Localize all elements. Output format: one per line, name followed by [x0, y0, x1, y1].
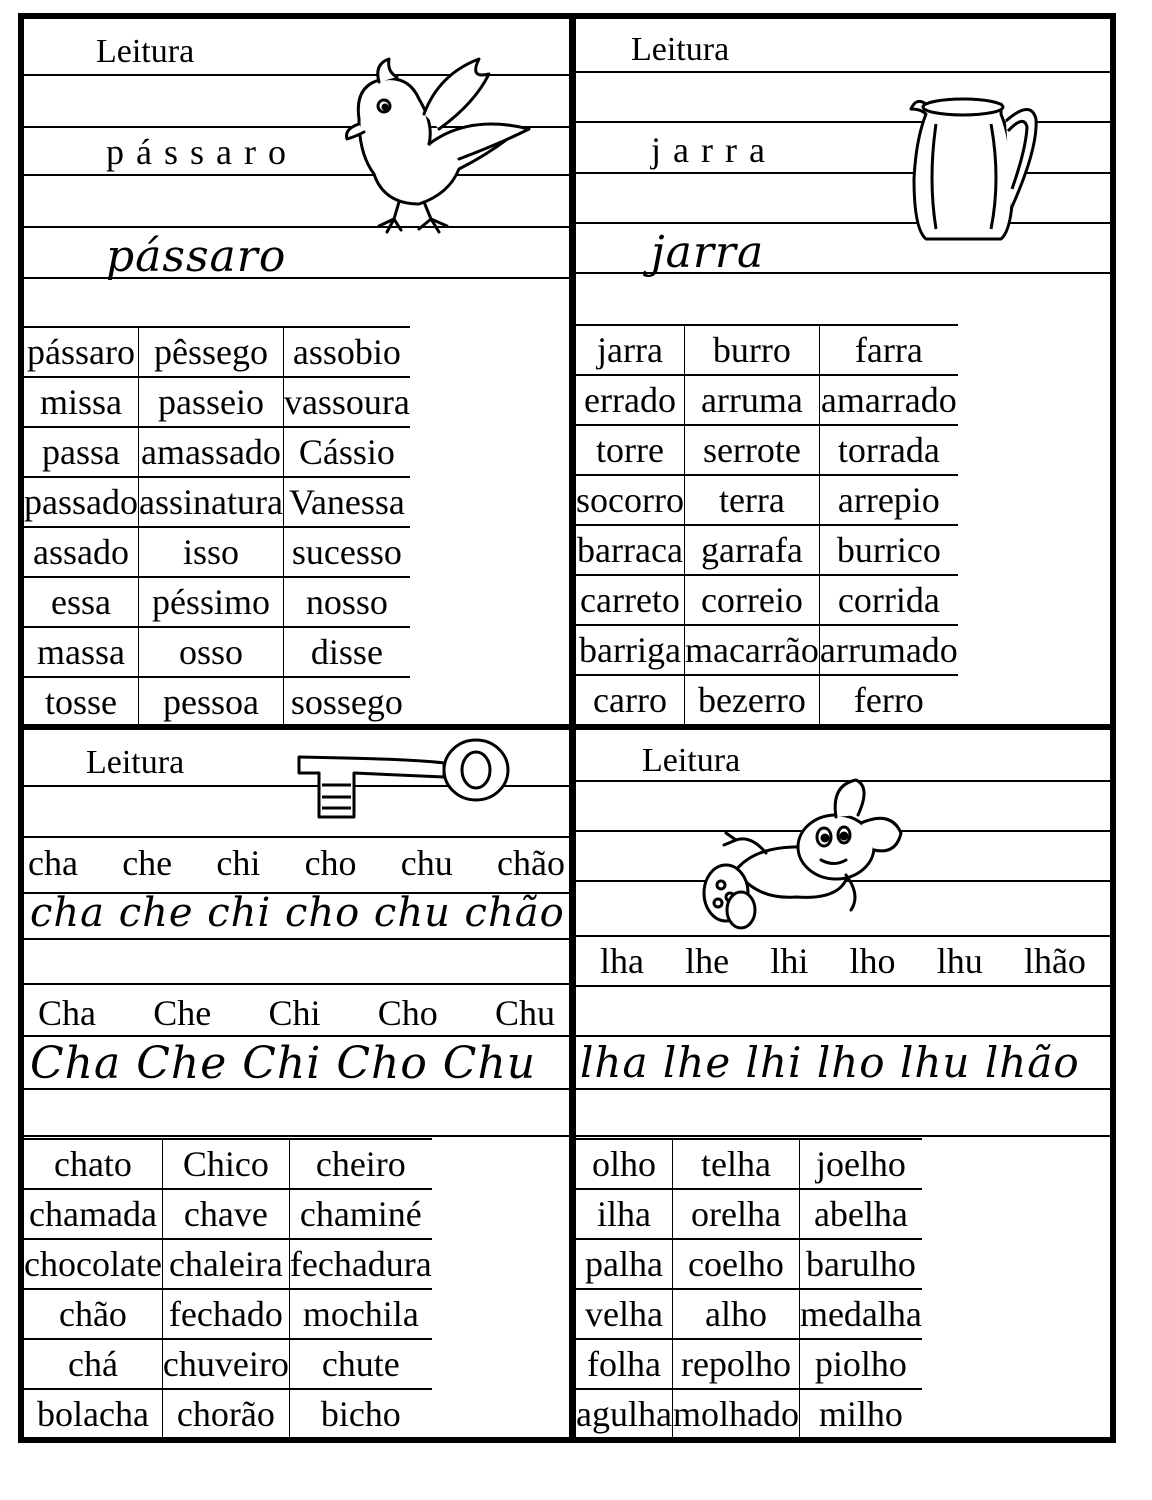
syllable: lhe [685, 941, 730, 981]
word-cell: arruma [684, 375, 819, 425]
word-cell: farra [819, 325, 957, 375]
word-cell: chorão [162, 1389, 289, 1437]
word-cell: medalha [799, 1289, 921, 1339]
word-cell: missa [24, 377, 138, 427]
table-row [576, 475, 958, 525]
word-cell: péssimo [138, 577, 283, 627]
table-row [24, 1289, 432, 1339]
word-cell: jarra [576, 325, 684, 375]
word-cell: socorro [576, 475, 684, 525]
word-cell: passeio [138, 377, 283, 427]
word-cell: olho [576, 1139, 672, 1189]
syllable: Chi [268, 993, 321, 1033]
word-cell: osso [138, 627, 283, 677]
rabbit-icon [696, 775, 906, 935]
word-cell: mochila [289, 1289, 431, 1339]
jug-icon [906, 89, 1046, 249]
word-cell: correio [684, 575, 819, 625]
word-cell: barulho [799, 1239, 921, 1289]
table-row [24, 1139, 432, 1189]
table-row [24, 427, 410, 477]
table-row [24, 1339, 432, 1389]
panel-title: Leitura [86, 744, 185, 781]
cursive-caps-syllables: Cha Che Chi Cho Chu [30, 1038, 537, 1089]
word-cell: corrida [819, 575, 957, 625]
word-grid [576, 1138, 922, 1437]
word-cell: arrepio [819, 475, 957, 525]
panel-title: Leitura [642, 742, 741, 779]
table-row [576, 1339, 922, 1389]
table-row [576, 1289, 922, 1339]
word-cell: Cássio [283, 427, 409, 477]
panel-title: Leitura [96, 33, 195, 70]
cursive-syllables: cha che chi cho chu chão [30, 890, 565, 936]
key-icon [294, 735, 514, 825]
syllable: lhão [1023, 941, 1086, 981]
word-cell: folha [576, 1339, 672, 1389]
panel-coelho [576, 730, 1110, 1437]
panel-passaro [24, 19, 569, 724]
word-cell: chá [24, 1339, 162, 1389]
word-cell: alho [672, 1289, 799, 1339]
word-cell: palha [576, 1239, 672, 1289]
syllable: cha [28, 843, 78, 883]
word-cell: fechadura [289, 1239, 431, 1289]
word-cell: bicho [289, 1389, 431, 1437]
word-cell: vassoura [283, 377, 409, 427]
table-row [576, 525, 958, 575]
word-cell: assado [24, 527, 138, 577]
word-cell: nosso [283, 577, 409, 627]
table-row [24, 327, 410, 377]
bird-icon [339, 44, 539, 234]
word-cell: agulha [576, 1389, 672, 1437]
table-row [24, 627, 410, 677]
syllable: lhi [770, 941, 809, 981]
syllable: lho [849, 941, 896, 981]
word-cell: chaleira [162, 1239, 289, 1289]
word-cell: isso [138, 527, 283, 577]
word-cell: repolho [672, 1339, 799, 1389]
word-cell: tosse [24, 677, 138, 724]
table-row [576, 325, 958, 375]
syllable: cho [304, 843, 357, 883]
word-cell: carro [576, 675, 684, 724]
panel-title: Leitura [631, 31, 730, 68]
syllable: Che [153, 993, 212, 1033]
word-cell: barriga [576, 625, 684, 675]
word-cell: chuveiro [162, 1339, 289, 1389]
cursive-word: pássaro [106, 231, 287, 282]
word-cell: massa [24, 627, 138, 677]
word-cell: chamada [24, 1189, 162, 1239]
word-cell: terra [684, 475, 819, 525]
panel-chave [24, 730, 569, 1437]
panel-jarra [576, 19, 1110, 724]
syllable: che [122, 843, 173, 883]
word-cell: joelho [799, 1139, 921, 1189]
word-cell: arrumado [819, 625, 957, 675]
table-row [576, 625, 958, 675]
table-row [24, 677, 410, 724]
syllable: lha [600, 941, 644, 981]
word-cell: sucesso [283, 527, 409, 577]
word-cell: bezerro [684, 675, 819, 724]
word-cell: passa [24, 427, 138, 477]
word-cell: disse [283, 627, 409, 677]
worksheet [18, 13, 1116, 1443]
word-cell: passado [24, 477, 138, 527]
table-row [24, 1389, 432, 1437]
word-cell: ferro [819, 675, 957, 724]
syllable: Chu [494, 993, 555, 1033]
table-row [576, 675, 958, 724]
table-row [24, 477, 410, 527]
word-cell: garrafa [684, 525, 819, 575]
syllable-row [24, 842, 569, 884]
word-cell: orelha [672, 1189, 799, 1239]
word-cell: molhado [672, 1389, 799, 1437]
word-cell: bolacha [24, 1389, 162, 1437]
word-cell: piolho [799, 1339, 921, 1389]
table-row [576, 1189, 922, 1239]
table-row [24, 377, 410, 427]
word-cell: assinatura [138, 477, 283, 527]
syllable: chu [400, 843, 453, 883]
table-row [576, 575, 958, 625]
word-cell: errado [576, 375, 684, 425]
word-cell: burrico [819, 525, 957, 575]
word-cell: telha [672, 1139, 799, 1189]
word-cell: chute [289, 1339, 431, 1389]
syllable: chi [216, 843, 261, 883]
word-cell: abelha [799, 1189, 921, 1239]
word-cell: essa [24, 577, 138, 627]
print-word: pássaro [106, 132, 298, 172]
word-cell: chato [24, 1139, 162, 1189]
word-cell: chocolate [24, 1239, 162, 1289]
word-cell: barraca [576, 525, 684, 575]
word-cell: assobio [283, 327, 409, 377]
cursive-syllables: lha lhe lhi lho lhu lhão [580, 1038, 1080, 1087]
caps-syllable-row [24, 992, 569, 1034]
word-cell: torre [576, 425, 684, 475]
word-cell: velha [576, 1289, 672, 1339]
word-cell: chão [24, 1289, 162, 1339]
word-cell: ilha [576, 1189, 672, 1239]
word-cell: milho [799, 1389, 921, 1437]
syllable: Cho [377, 993, 438, 1033]
word-cell: pássaro [24, 327, 138, 377]
word-cell: amarrado [819, 375, 957, 425]
word-cell: cheiro [289, 1139, 431, 1189]
word-cell: fechado [162, 1289, 289, 1339]
table-row [24, 527, 410, 577]
word-cell: sossego [283, 677, 409, 724]
word-cell: pêssego [138, 327, 283, 377]
word-cell: serrote [684, 425, 819, 475]
cursive-word: jarra [651, 227, 765, 278]
word-cell: amassado [138, 427, 283, 477]
syllable: Cha [38, 993, 96, 1033]
word-cell: chave [162, 1189, 289, 1239]
word-cell: macarrão [684, 625, 819, 675]
word-cell: burro [684, 325, 819, 375]
syllable: lhu [936, 941, 983, 981]
word-cell: Chico [162, 1139, 289, 1189]
word-cell: carreto [576, 575, 684, 625]
table-row [576, 425, 958, 475]
word-grid [24, 326, 410, 724]
word-grid [24, 1138, 432, 1437]
word-cell: chaminé [289, 1189, 431, 1239]
table-row [576, 1139, 922, 1189]
table-row [24, 1239, 432, 1289]
word-grid [576, 324, 958, 724]
syllable: chão [496, 843, 565, 883]
word-cell: torrada [819, 425, 957, 475]
table-row [24, 1189, 432, 1239]
table-row [576, 375, 958, 425]
syllable-row [576, 940, 1110, 982]
word-cell: pessoa [138, 677, 283, 724]
print-word: jarra [651, 130, 777, 170]
table-row [24, 577, 410, 627]
table-row [576, 1389, 922, 1437]
word-cell: Vanessa [283, 477, 409, 527]
word-cell: coelho [672, 1239, 799, 1289]
table-row [576, 1239, 922, 1289]
